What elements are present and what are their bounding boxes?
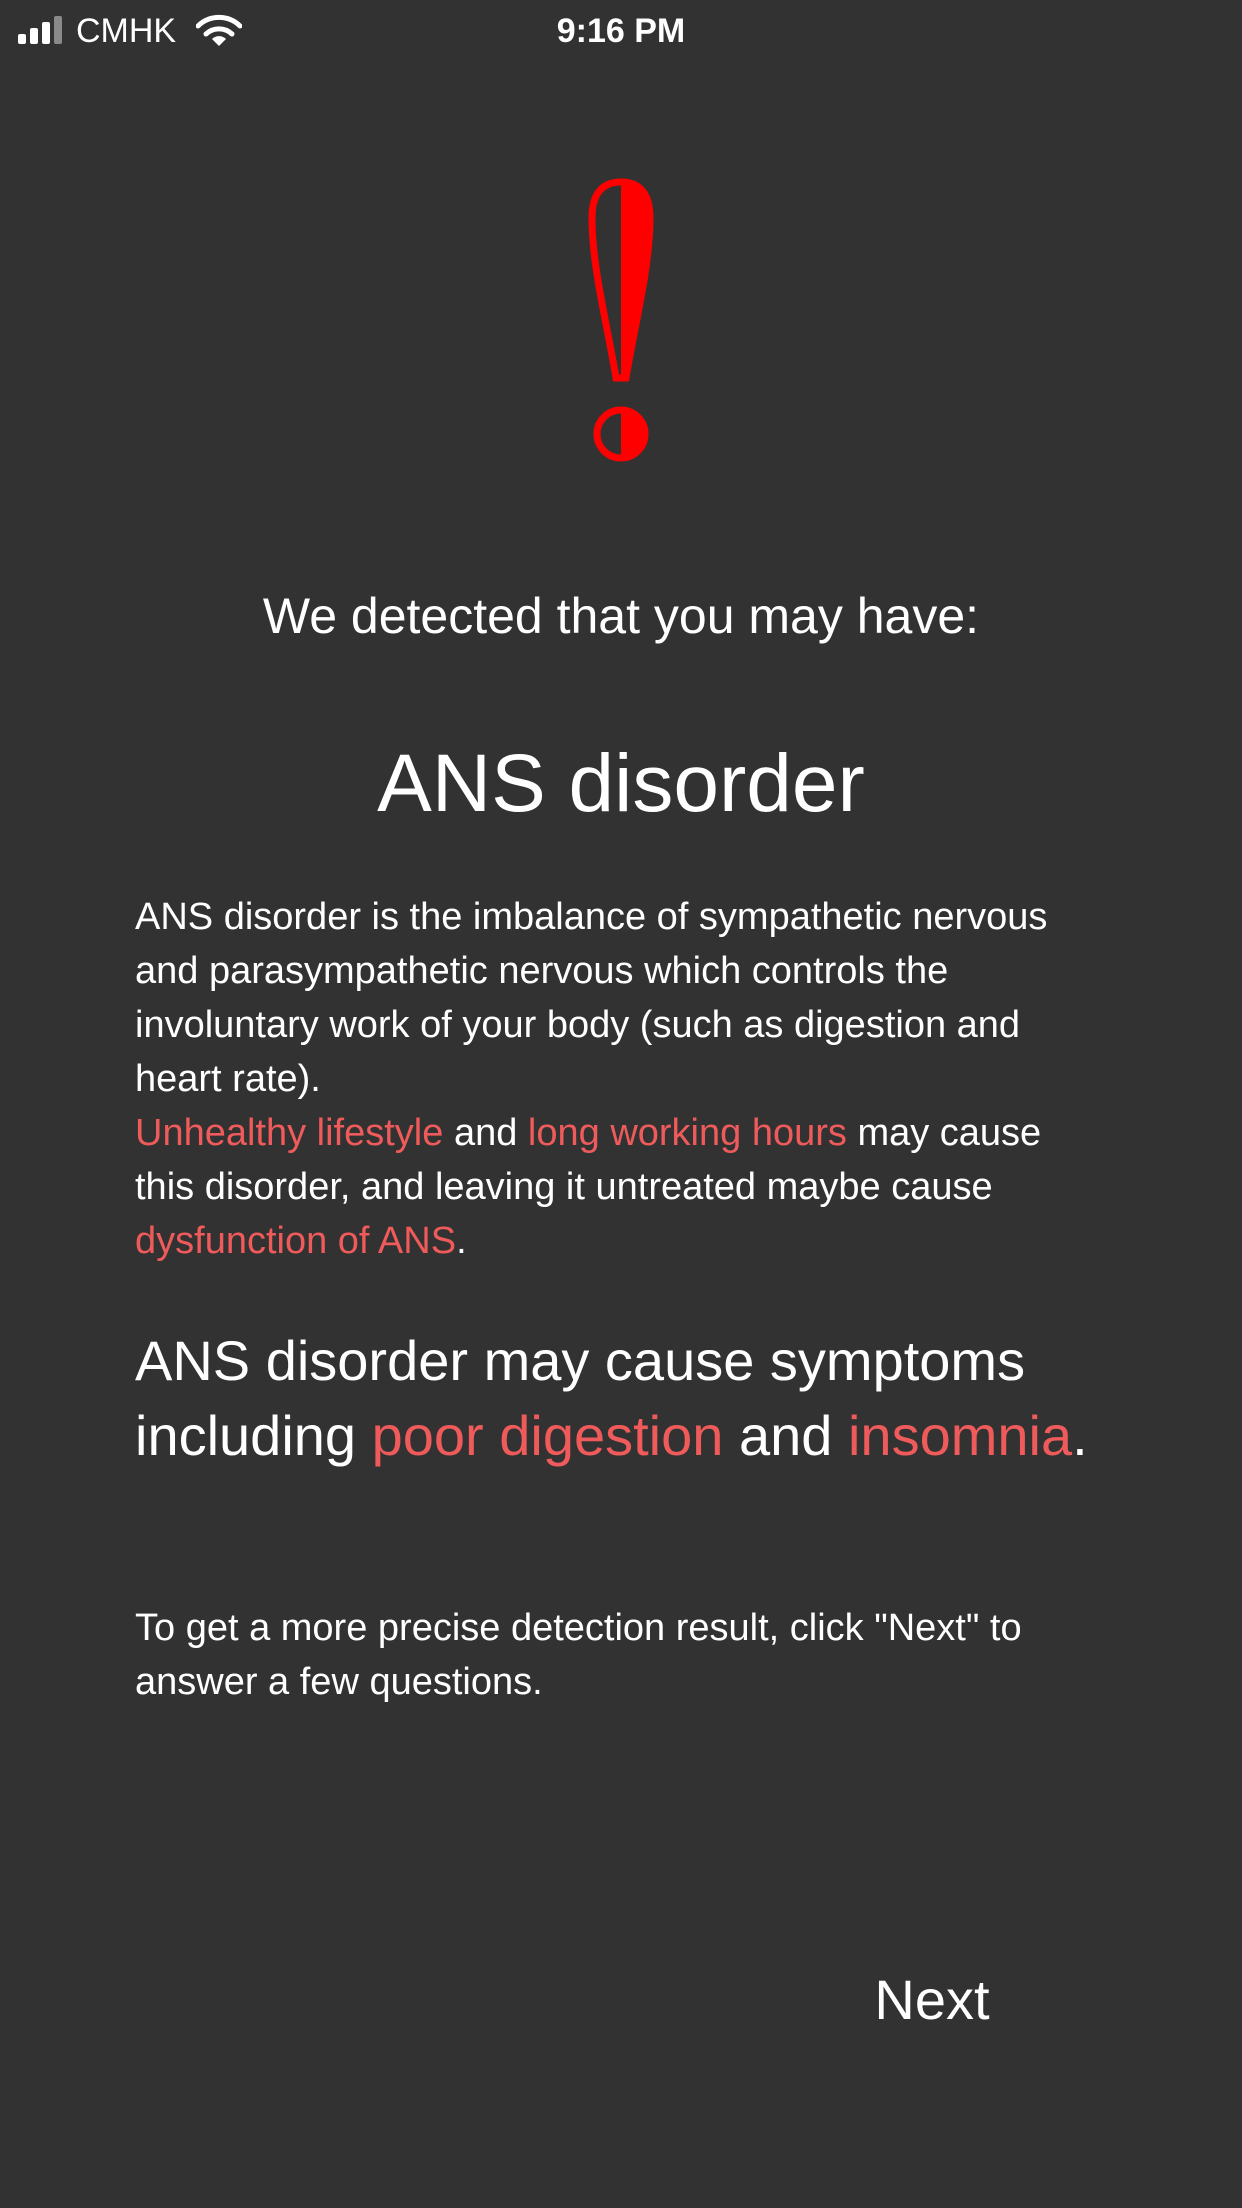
symptoms-text: and xyxy=(723,1404,848,1467)
next-button[interactable]: Next xyxy=(848,1962,1016,2038)
symptoms-text: . xyxy=(1072,1404,1088,1467)
instruction-text: To get a more precise detection result, click "Next" to answer a few questions. xyxy=(135,1607,1022,1703)
status-bar xyxy=(0,0,1242,62)
description-text: and xyxy=(443,1112,528,1154)
highlight-poor-digestion: poor digestion xyxy=(371,1404,724,1467)
symptoms-summary xyxy=(135,1323,1125,1473)
lead-text: We detected that you may have: xyxy=(262,588,980,644)
highlight-unhealthy-lifestyle: Unhealthy lifestyle xyxy=(135,1112,444,1154)
condition-description xyxy=(135,890,1095,1268)
carrier-name: CMHK xyxy=(76,12,177,50)
description-text: ANS disorder is the imbalance of sympathetic nervous and parasympathetic nervous which controls the involuntary work of your body (such as digestion and heart rate). xyxy=(135,896,1048,1100)
condition-title: ANS disorder xyxy=(377,738,865,829)
status-time: 9:16 PM xyxy=(556,12,686,50)
description-text: may cause this disorder, and leaving it untreated maybe cause xyxy=(135,1112,1042,1208)
highlight-long-working-hours: long working hours xyxy=(527,1112,847,1154)
exclamation-icon xyxy=(580,178,662,464)
symptoms-text: ANS disorder may cause symptoms including xyxy=(135,1329,1026,1467)
description-text: . xyxy=(456,1220,467,1262)
highlight-insomnia: insomnia xyxy=(847,1404,1073,1467)
highlight-dysfunction: dysfunction of ANS xyxy=(135,1220,457,1262)
